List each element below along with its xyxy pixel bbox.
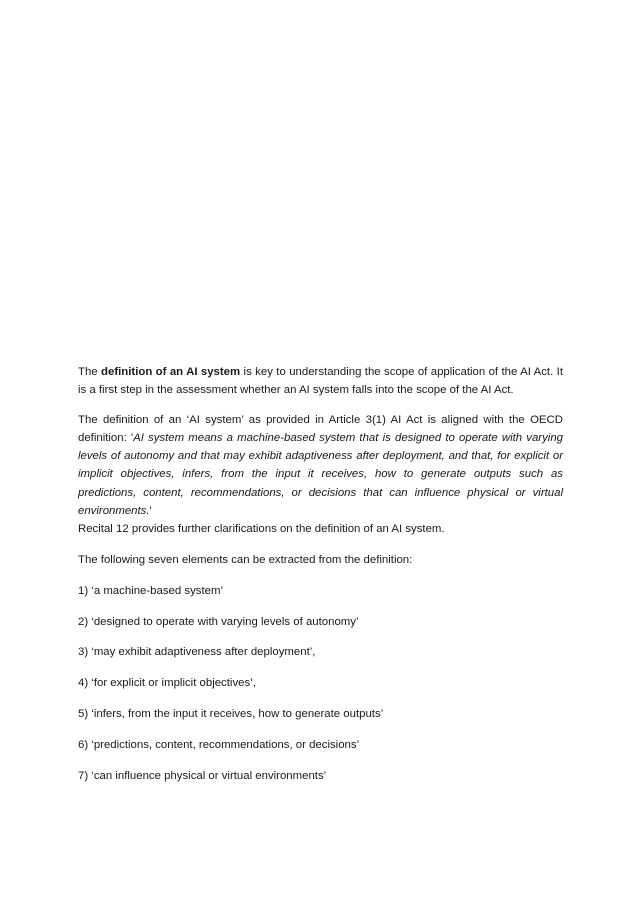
list-intro: The following seven elements can be extracted from the definition: (78, 553, 413, 566)
definition-paragraph (78, 411, 563, 521)
intro-text-post: is key to understanding the scope of application of the AI Act. It is a first step in the assessment whether an AI system falls into the scope of the AI Act. (78, 366, 563, 397)
list-item: 4) ‘for explicit or implicit objectives’, (78, 677, 256, 690)
list-item: 1) ‘a machine-based system’ (78, 584, 223, 597)
definition-quote: AI system means a machine-based system that is designed to operate with varying levels of autonomy and that may exhibit adaptiveness after deployment, and that, for explicit or implicit objectives, infers, from the input it receives, how to generate outputs such as predictions, content, recommendations, or decisions that can influence physical or virtual environments. (78, 431, 563, 518)
recital-line: Recital 12 provides further clarifications on the definition of an AI system. (78, 523, 445, 536)
intro-bold-term: definition of an AI system (101, 366, 241, 378)
intro-paragraph (78, 363, 563, 400)
document-body (78, 363, 563, 785)
list-item: 6) ‘predictions, content, recommendations, or decisions’ (78, 738, 360, 751)
definition-text-post: ' (149, 505, 152, 518)
list-item: 5) ‘infers, from the input it receives, how to generate outputs’ (78, 707, 384, 720)
element-list (78, 582, 563, 785)
list-item: 2) ‘designed to operate with varying levels of autonomy’ (78, 615, 359, 628)
list-item: 3) ‘may exhibit adaptiveness after deployment’, (78, 646, 316, 659)
definition-text-pre: The definition of an ‘AI system’ as provided in Article 3(1) AI Act is aligned with the OECD definition: ' (78, 413, 563, 444)
intro-text-pre: The (78, 366, 102, 378)
list-item: 7) ‘can influence physical or virtual environments’ (78, 769, 327, 782)
